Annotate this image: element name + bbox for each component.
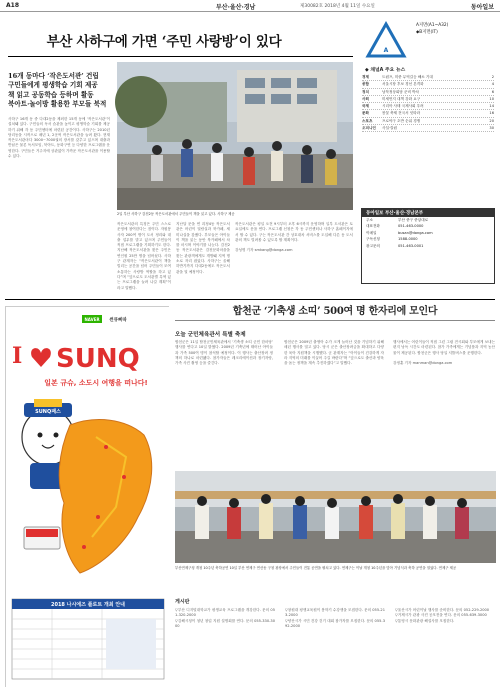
contact-value: 051-463-0001: [398, 243, 424, 248]
contact-key: 광고문의: [366, 243, 380, 248]
ad-slogan: 일본 규슈, 소도시 여행을 떠나다!: [44, 379, 148, 387]
toc-page: 2: [491, 75, 494, 79]
toc-category: 문화: [362, 111, 369, 116]
lead-col-2: 작은도서관의 특징은 주민 스스로 운영에 참여한다는 점이다. 자원봉사자 200여 명이 도서 정리와 대출 업무를 맡고 있으며 주민들이 직접 프로그램을 기획하기도 한다. 지난해 작은도서관을 찾은 주민은 연인원 25만 명을 넘어섰다. 사하구 관계자는 “작은도서관이 책을 빌리는 공간을 넘어 주민들이 모여 소통하는 사랑방 역할을 하고 있다”며 “앞으로도 도서관별 특색 있는 프로그램을 늘려 나갈 계획”이라고 말했다.: [117, 222, 173, 290]
toc-title-text: 봄꽃 축제 전국서 잇따라: [382, 111, 421, 116]
notice-title: 게시판: [175, 599, 190, 605]
toc-title-text: 트럼프, 미중 무역갈등 해소 기대: [382, 75, 433, 79]
issue-meta: 제30082호 2018년 4월 11일 수요일: [300, 4, 375, 9]
toc-page: 6: [491, 89, 494, 94]
lead-headline: 부산 사하구에 가면 ‘주민 사랑방’이 있다: [46, 34, 282, 50]
contact-key: 이메일: [366, 230, 377, 235]
contact-value: 부산 중구 중앙대로: [398, 218, 429, 222]
contact-key: 주소: [366, 218, 373, 222]
contact-key: 대표전화: [366, 224, 380, 229]
lead-col-4: 작은도서관은 평일 오전 9시부터 오후 6시까지 운영하며 일부 도서관은 토요일에도 문을 연다. 프로그램 신청은 각 동 주민센터나 사하구 홈페이지에서 할 수 있다. 구는 작은도서관 간 상호대차 서비스를 도입해 다른 동 도서관의 책도 빌려볼 수 있도록 할 계획이다. 강성명 기자 smkang@donga.com: [235, 222, 353, 253]
second-subhead: 오늘 군민체육관서 특별 축제: [175, 332, 246, 338]
toc-row[interactable]: [362, 74, 494, 81]
toc-title-text: 프로야구 초반 순위 경쟁: [382, 118, 421, 123]
second-col-3: 행사에서는 어린이들이 직접 그린 그림 전시회와 부모에게 보내는 편지 낭독 시간도 마련된다. 참가 가족에게는 기념품과 지역 농산물이 제공된다. 합천군은 행사 당일 셔틀버스를 운행한다. 강정훈 기자 manman@donga.com: [393, 340, 495, 366]
toc-row[interactable]: [362, 125, 494, 132]
section-name: 부산·울산·경남: [216, 4, 256, 11]
ad-i: I: [12, 343, 23, 369]
newspaper-brand: 동아일보: [470, 4, 494, 11]
toc-page: 16: [489, 111, 494, 116]
contact-row: [362, 243, 494, 249]
ad-badge-text: 썬큐삐따: [109, 318, 127, 323]
toc-title-text: 미세먼지 대책 강화 요구: [382, 96, 421, 101]
contact-value: 051-463-0000: [398, 224, 424, 229]
second-headline-rule: [175, 320, 495, 321]
headline-rule: [8, 56, 353, 57]
toc-category: 정치: [362, 89, 369, 94]
page-header: [0, 0, 500, 12]
toc-page: 14: [489, 104, 494, 109]
toc-title-text: 사설·칼럼: [382, 126, 398, 131]
toc-title-text: 서울시장 후보 경선 본격화: [382, 82, 424, 87]
section-rule: [5, 299, 495, 300]
toc-page: 20: [489, 118, 494, 123]
toc-list: [362, 74, 494, 132]
lead-col-1: 사하구 16개 동 중 다대2동을 제외한 15개 동에 ‘작은도서관’이 설치돼 있다. 구민들의 독서 습관을 높이고 평생학습 기회를 제공하기 위해 각 동 주민센터에 마련된 공간이다. 사하구는 2010년 당리동을 시작으로 매년 1, 2곳씩 작은도서관을 늘려 왔다. 현재 작은도서관마다 3000~7000권의 장서를 갖추고 있으며 대출과 반납은 물론 독서모임, 북아트, 동화구연 등 다양한 프로그램을 운영한다. 구민들은 거주지에 상관없이 가까운 작은도서관을 이용할 수 있다.: [8, 117, 112, 159]
contact-value: 1588-0000: [398, 237, 418, 242]
lead-col-3: 지난달 문을 연 괴정4동 작은도서관은 어린이 열람실과 북카페, 세미나실을 갖췄다. 부모들은 아이들이 책을 읽는 동안 북카페에서 차를 마시며 이야기를 나눈다. 감천2동 작은도서관은 감천문화마을을 찾는 관광객에게도 개방돼 지역 명소로 자리 잡았다. 사하구는 올해 하반기까지 다대2동에도 작은도서관을 열 예정이다.: [176, 222, 232, 274]
event-photo-caption: 부산연제구청 개청 10주년 축하공연 10일 부산 연제구 연산동 구청 광장에서 주민들이 전통 공연을 펼치고 있다. 연제구는 이날 개청 10주년을 맞아 기념식과 축하 공연을 열었다. 연제구 제공: [175, 566, 457, 570]
channel-a-logo: [364, 22, 408, 60]
toc-category: 사회: [362, 96, 369, 101]
notice-col-3: ▽울산시가 어린이날 행사를 준비한다. 문의 052-229-2000 ▽거제시가 관광 사진 공모전을 연다. 문의 055-639-3000 ▽통영시 문화관광 해설사를 모집한다.: [395, 608, 490, 623]
toc-row[interactable]: [362, 118, 494, 125]
page-number: A18: [6, 2, 19, 9]
notice-col-1: ▽부산 디지털대학교가 평생교육 프로그램을 개강한다. 문의 051-320-2000 ▽김해시청이 청년 창업 지원 설명회를 연다. 문의 055-330-3000: [175, 608, 275, 628]
second-headline: 합천군 ‘기축생 소띠’ 500여 명 한자리에 모인다: [232, 306, 438, 317]
toc-category: 스포츠: [362, 118, 373, 123]
notice-col-2: ▽창원대 평생교육원이 봄학기 수강생을 모집한다. 문의 055-213-2000 ▽양산시가 시민 건강 걷기 대회 참가자를 모집한다. 문의 055-392-2000: [285, 608, 385, 628]
toc-row[interactable]: [362, 81, 494, 88]
toc-row[interactable]: [362, 96, 494, 103]
toc-header-line: A지면(A1~A32): [416, 23, 449, 28]
ad-brand: SUNQ: [56, 344, 140, 374]
toc-row[interactable]: [362, 110, 494, 117]
lead-photo-caption: 2일 부산 사하구 감천2동 작은도서관에서 주민들이 책을 읽고 있다. 사하구 제공: [117, 212, 235, 216]
second-col-2: 합천군은 2009년 출생아 수가 크게 늘어난 것을 기념하기 위해 매년 행사를 열고 있다. 당시 군은 출산장려금을 확대하고 다양한 육아 지원책을 시행했다. 군 관계자는 “아이들이 건강하게 자라 지역의 미래를 이끌어 주길 바란다”며 “앞으로도 출산과 양육을 돕는 정책을 계속 추진하겠다”고 말했다.: [284, 340, 386, 366]
contact-box: [361, 208, 495, 284]
toc-page: 30: [489, 126, 494, 131]
ad-badge: NAVER: [84, 317, 100, 322]
lead-photo: [117, 62, 353, 210]
svg-text:A: A: [383, 47, 389, 54]
toc-category: 국제: [362, 104, 369, 109]
lead-subhead: 16개 동마다 ‘작은도서관’ 건립 구민들에게 평생학습 기회 제공 책 읽고 공동학습 등하며 활동 북아트·놀이방 활용한 부모들 북적: [8, 72, 107, 109]
sunq-advertisement[interactable]: [5, 306, 169, 687]
toc-header: [416, 23, 448, 36]
toc-category: 경제: [362, 75, 369, 79]
toc-title-text: 남북정상회담 준비 박차: [382, 89, 419, 94]
toc-row[interactable]: [362, 103, 494, 110]
second-col-1: 합천군은 11일 합천군민체육관에서 ‘기축생 소띠 군민 한마당’ 행사를 연다고 10일 밝혔다. 2009년 기축년에 태어난 아이들과 가족 500여 명이 참석할 예정이다. 이 행사는 출산장려 정책의 하나로 마련됐다. 참가자들은 레크리에이션과 장기자랑, 가족 사진 촬영 등을 즐긴다.: [175, 340, 275, 366]
ad-table-title: 2018 나시에즈 플로트 개최 안내: [50, 602, 126, 608]
toc-page: 10: [489, 96, 494, 101]
toc-category: 종합: [362, 82, 369, 87]
toc-row[interactable]: [362, 89, 494, 96]
event-photo: [175, 471, 496, 563]
toc-title-text: 시리아 사태 국제사회 우려: [382, 104, 424, 109]
contact-value: busan@donga.com: [398, 230, 433, 235]
toc-header-line: ◆B지면(IT): [416, 29, 438, 35]
toc-page: 4: [491, 82, 494, 87]
contact-key: 구독신청: [366, 237, 380, 242]
toc-title: ◆ 채널A 주요 뉴스: [365, 68, 406, 73]
ad-pass-label: SUNQ패스: [35, 409, 61, 415]
toc-category: 오피니언: [362, 126, 376, 131]
contact-title: 동아일보 부산·울산·경남본부: [362, 209, 494, 217]
